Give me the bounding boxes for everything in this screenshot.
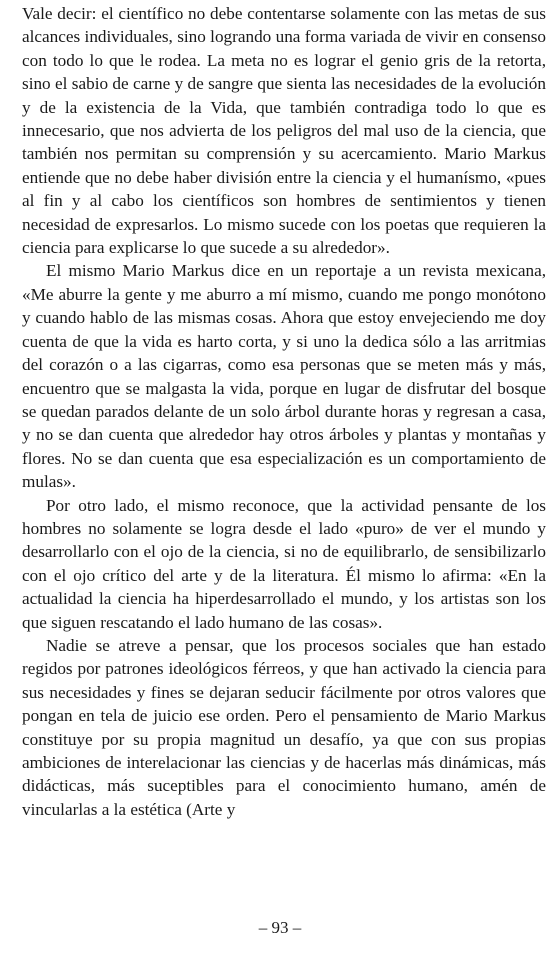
paragraph-1: Vale decir: el científico no debe contentarse solamente con las metas de sus alcances individuales, sino logrando una forma variada de vivir en consenso con todo lo que le rodea. La meta no es lograr el genio gris de la retorta, sino el sabio de carne y de sangre que sienta las necesidades de la evolución y de la existencia de la Vida, que también contradiga todo lo que es innecesario, que nos advierta de los peligros del mal uso de la ciencia, que también nos permitan su comprensión y su acercamiento. Mario Markus entiende que no debe haber división entre la ciencia y el humanísmo, «pues al fin y al cabo los científicos son hombres de sentimientos y tienen necesidad de expresarlos. Lo mismo sucede con los poetas que requieren la ciencia para explicarse lo que sucede a su alrededor». xyxy=(22,4,546,258)
page-body xyxy=(22,2,546,821)
paragraph-2: El mismo Mario Markus dice en un reportaje a un revista mexicana, «Me aburre la gente y me aburro a mí mismo, cuando me pongo monótono y cuando hablo de las mismas cosas. Ahora que estoy envejeciendo me doy cuenta de que la vida es harto corta, y si uno la dedica sólo a las arritmias del corazón o a las cigarras, como esa personas que se meten más y más, encuentro que se malgasta la vida, porque en lugar de disfrutar del bosque se quedan parados delante de un solo árbol durante horas y regresan a casa, y no se dan cuenta que alrededor hay otros árboles y plantas y montañas y flores. No se dan cuenta que esa especialización es un comportamiento de mulas». xyxy=(22,261,546,492)
paragraph-3: Por otro lado, el mismo reconoce, que la actividad pensante de los hombres no solamente se logra desde el lado «puro» de ver el mundo y desarrollarlo con el ojo de la ciencia, si no de equilibrarlo, de sensibilizarlo con el ojo crítico del arte y de la literatura. Él mismo lo afirma: «En la actualidad la ciencia ha hiperdesarrollado el mundo, y los artistas son los que siguen rescatando el lado humano de las cosas». xyxy=(22,495,546,632)
paragraph-4: Nadie se atreve a pensar, que los procesos sociales que han estado regidos por patrones ideológicos férreos, y que han activado la ciencia para sus necesidades y fines se dejaran seducir fácilmente por otros valores que pongan en tela de juicio ese orden. Pero el pensamiento de Mario Markus constituye por su propia magnitud un desafío, ya que con sus propias ambiciones de interelacionar las ciencias y de hacerlas más dinámicas, más didácticas, más suceptibles para el conocimiento humano, amén de vincularlas a la estética (Arte y xyxy=(22,635,546,819)
page-number: – 93 – xyxy=(258,918,302,937)
